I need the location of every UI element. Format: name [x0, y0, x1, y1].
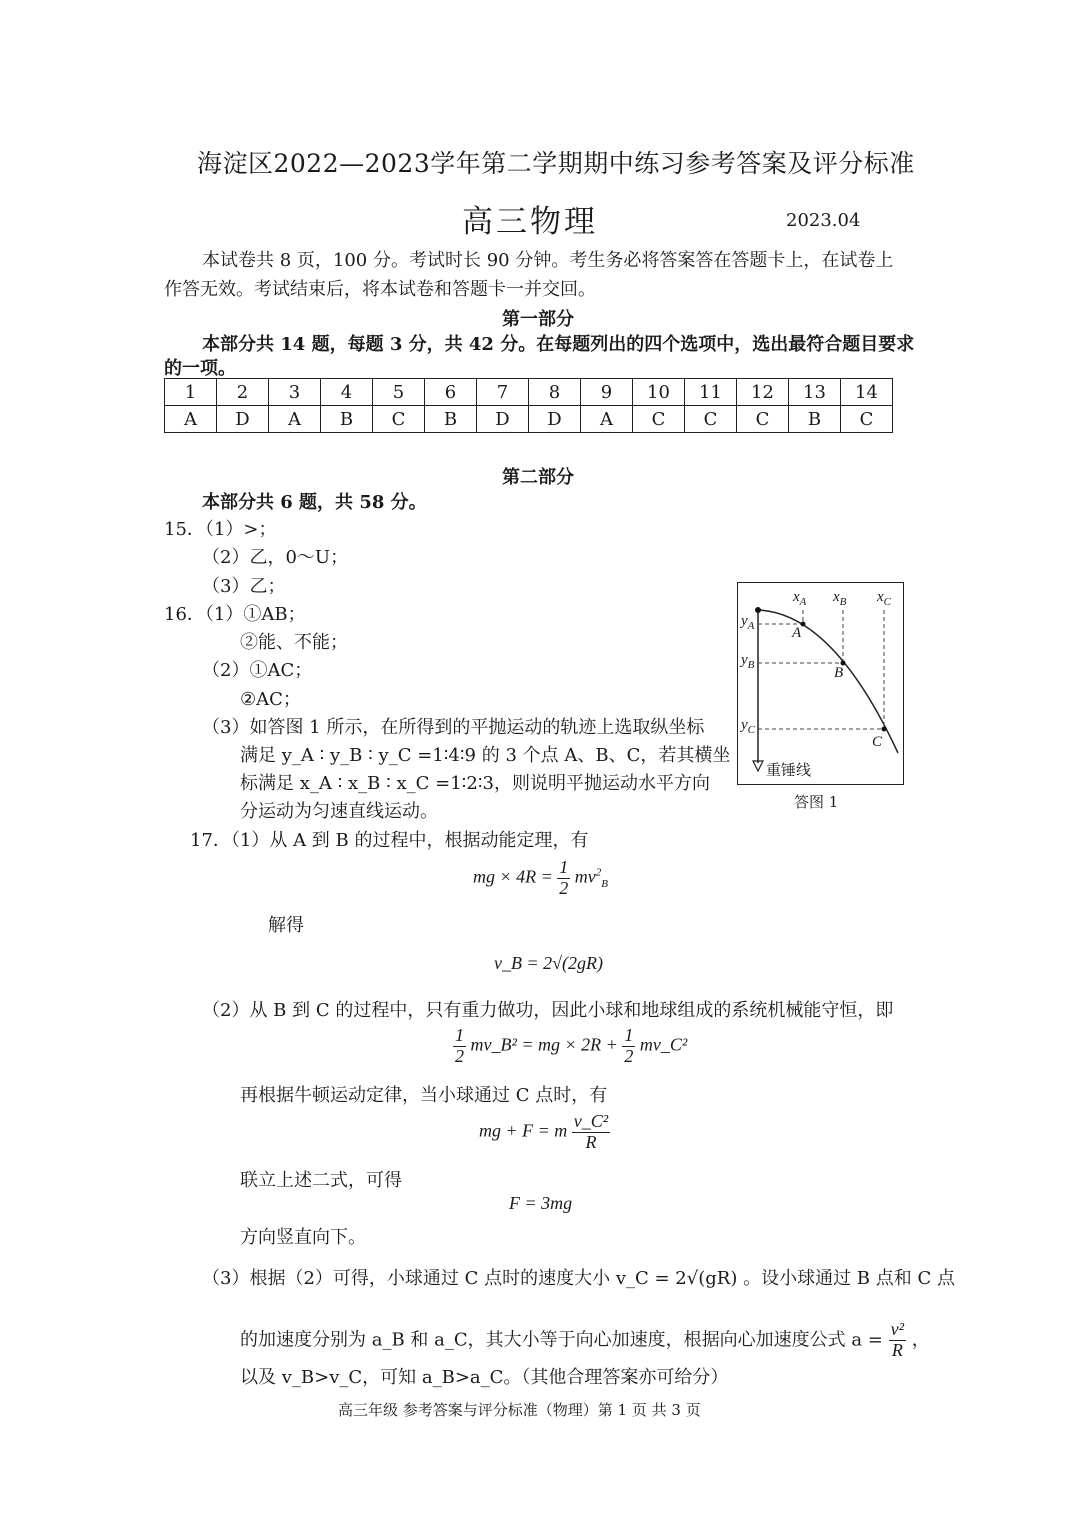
table-cell: A — [165, 406, 217, 433]
table-cell: 11 — [685, 379, 737, 406]
frac-num: 1 — [455, 1025, 464, 1045]
equation-1 — [473, 858, 608, 899]
table-cell: C — [841, 406, 893, 433]
point-c — [882, 727, 887, 732]
trajectory-diagram — [738, 583, 903, 784]
frac-den: 2 — [624, 1045, 634, 1066]
answer-table-answers — [165, 406, 893, 433]
part2-heading: 第二部分 — [502, 467, 574, 488]
intro-line-1: 本试卷共 8 页，100 分。考试时长 90 分钟。考生务必将答案答在答题卡上，在试卷上 — [202, 250, 894, 271]
frac-den: R — [585, 1131, 597, 1152]
frac-num: v² — [890, 1319, 905, 1339]
label-sub: B — [839, 596, 847, 608]
point-a — [801, 622, 806, 627]
plumb-line-label: 重锤线 — [766, 761, 812, 779]
table-cell: D — [217, 406, 269, 433]
q16-line-3: （2）①AC； — [202, 660, 313, 681]
table-cell: A — [581, 406, 633, 433]
table-cell: 6 — [425, 379, 477, 406]
table-cell: C — [373, 406, 425, 433]
label-yc — [741, 717, 755, 736]
equation-5: F = 3mg — [509, 1193, 573, 1213]
table-cell: B — [789, 406, 841, 433]
table-cell: 4 — [321, 379, 373, 406]
table-cell: 3 — [269, 379, 321, 406]
q15-line-2: （2）乙，0～U； — [202, 547, 349, 568]
q16-line-6: 满足 y_A ∶ y_B ∶ y_C =1∶4∶9 的 3 个点 A、B、C，若其横坐 — [240, 745, 731, 766]
label-xa — [793, 589, 806, 608]
table-cell: 2 — [217, 379, 269, 406]
frac-den: R — [891, 1339, 903, 1360]
answer-table-numbers — [165, 379, 893, 406]
part1-desc-2: 的一项。 — [164, 358, 236, 379]
table-cell: B — [425, 406, 477, 433]
table-cell: D — [477, 406, 529, 433]
table-cell: 9 — [581, 379, 633, 406]
q16-line-5: （3）如答图 1 所示，在所得到的平抛运动的轨迹上选取纵坐标 — [202, 717, 705, 738]
q17-line-2: （2）从 B 到 C 的过程中，只有重力做功，因此小球和地球组成的系统机械能守恒，即 — [202, 1000, 894, 1021]
eq-part: mv_B² = mg × 2R + — [470, 1034, 618, 1055]
label-xb — [833, 589, 846, 608]
q17-line-7 — [240, 1320, 930, 1361]
q17-line-5: 方向竖直向下。 — [240, 1227, 366, 1248]
label-sub: C — [883, 596, 892, 608]
table-cell: 13 — [789, 379, 841, 406]
eq-sub: B — [601, 878, 609, 891]
frac-den: 2 — [559, 877, 569, 898]
q17-line-3: 再根据牛顿运动定律，当小球通过 C 点时，有 — [240, 1085, 608, 1106]
label-sub: A — [747, 620, 755, 632]
table-cell: 14 — [841, 379, 893, 406]
line-part: ， — [911, 1329, 930, 1351]
part1-heading: 第一部分 — [502, 309, 574, 330]
table-cell: C — [633, 406, 685, 433]
q17-line-1: 17．（1）从 A 到 B 的过程中，根据动能定理，有 — [190, 830, 589, 851]
equation-2: v_B = 2√(2gR) — [494, 953, 603, 973]
frac-num: v_C² — [573, 1111, 609, 1131]
label-y: y — [741, 652, 748, 668]
frac-num: 1 — [624, 1025, 634, 1045]
eq-part: mv_C² — [639, 1034, 688, 1055]
subject-title: 高三物理 — [462, 204, 598, 240]
label-yb — [741, 652, 754, 671]
answer-table — [164, 378, 893, 433]
table-cell: 12 — [737, 379, 789, 406]
table-cell: C — [685, 406, 737, 433]
table-cell: C — [737, 406, 789, 433]
figure-caption: 答图 1 — [794, 793, 839, 811]
fraction — [572, 1112, 610, 1153]
label-point-c: C — [872, 734, 883, 750]
table-cell: D — [529, 406, 581, 433]
equation-4 — [479, 1112, 610, 1153]
label-sub: C — [747, 724, 756, 736]
table-cell: 8 — [529, 379, 581, 406]
trajectory-curve — [758, 610, 898, 753]
fraction — [557, 858, 570, 899]
eq-part: mg × 4R = — [473, 866, 558, 887]
page-footer: 高三年级 参考答案与评分标准（物理）第 1 页 共 3 页 — [338, 1401, 701, 1419]
q15-line-1: 15．（1）>； — [164, 519, 277, 540]
label-point-b: B — [834, 665, 844, 681]
table-cell: 1 — [165, 379, 217, 406]
intro-line-2: 作答无效。考试结束后，将本试卷和答题卡一并交回。 — [164, 279, 596, 300]
eq-sup: 2 — [595, 866, 602, 879]
fraction — [622, 1026, 635, 1067]
q17-line-6: （3）根据（2）可得，小球通过 C 点时的速度大小 v_C = 2√(gR) 。设小球通过 B 点和 C 点 — [202, 1268, 955, 1289]
q15-line-3: （3）乙； — [202, 576, 286, 597]
label-xc — [877, 589, 891, 608]
line-part: 的加速度分别为 a_B 和 a_C，其大小等于向心加速度，根据向心加速度公式 a = — [240, 1329, 883, 1351]
document-title: 海淀区2022—2023学年第二学期期中练习参考答案及评分标准 — [197, 149, 915, 178]
figure-1 — [737, 582, 904, 785]
label-x: x — [793, 589, 800, 605]
part2-desc: 本部分共 6 题，共 58 分。 — [202, 492, 427, 513]
table-cell: 7 — [477, 379, 529, 406]
q16-line-7: 标满足 x_A ∶ x_B ∶ x_C =1∶2∶3，则说明平抛运动水平方向 — [240, 773, 710, 794]
table-cell: 10 — [633, 379, 685, 406]
eq-part: mg + F = m — [479, 1120, 568, 1141]
q17-line-4: 联立上述二式，可得 — [240, 1170, 402, 1191]
label-y: y — [741, 613, 748, 629]
label-x: x — [877, 589, 884, 605]
label-sub: B — [747, 659, 755, 671]
table-cell: A — [269, 406, 321, 433]
q16-line-2: ②能、不能； — [240, 632, 348, 653]
table-cell: B — [321, 406, 373, 433]
q16-line-1: 16．（1）①AB； — [164, 604, 306, 625]
frac-num: 1 — [559, 857, 569, 877]
q16-line-8: 分运动为匀速直线运动。 — [240, 801, 438, 822]
part1-desc-1: 本部分共 14 题，每题 3 分，共 42 分。在每题列出的四个选项中，选出最符合题目要求 — [202, 334, 915, 355]
label-ya — [741, 613, 754, 632]
exam-date: 2023.04 — [786, 210, 861, 231]
table-cell: 5 — [373, 379, 425, 406]
label-point-a: A — [792, 625, 802, 641]
equation-3 — [453, 1026, 687, 1067]
label-y: y — [741, 717, 748, 733]
eq-part: mv — [574, 866, 596, 887]
solve-label: 解得 — [268, 915, 304, 936]
fraction — [453, 1026, 466, 1067]
origin-point — [755, 607, 761, 613]
label-sub: A — [799, 596, 807, 608]
label-x: x — [833, 589, 840, 605]
q16-line-4: ②AC； — [240, 689, 301, 710]
q17-line-8: 以及 v_B>v_C，可知 a_B>a_C。（其他合理答案亦可给分） — [240, 1367, 729, 1388]
frac-den: 2 — [455, 1045, 464, 1066]
fraction — [889, 1320, 906, 1361]
